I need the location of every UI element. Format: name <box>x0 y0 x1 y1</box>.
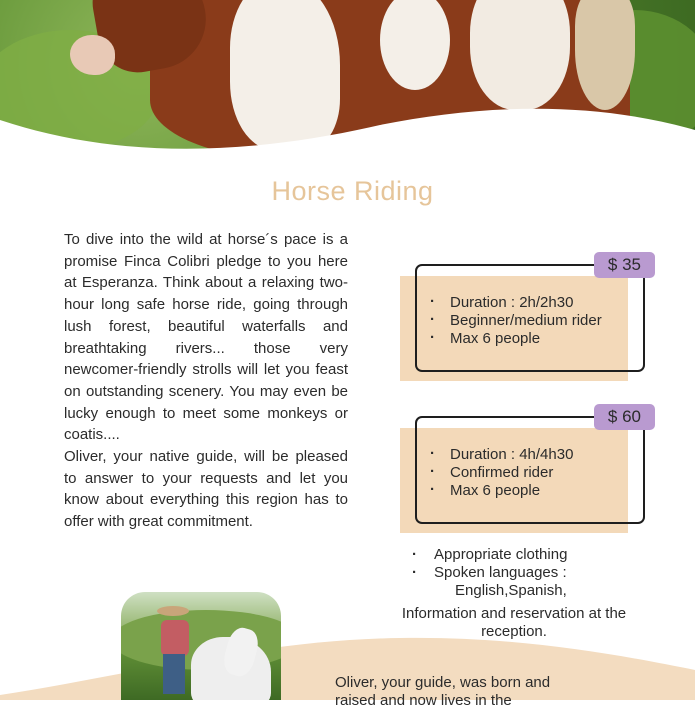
price-badge: $ 60 <box>594 404 655 430</box>
languages-value: English,Spanish, <box>455 582 567 599</box>
offer-card-long <box>400 407 645 536</box>
offer-detail: · Max 6 people <box>426 482 573 500</box>
intro-text <box>64 229 348 533</box>
extra-item: · Appropriate clothing <box>408 546 567 564</box>
intro-paragraph: Oliver, your native guide, will be pleased to answer to your requests and let you know about everything this region has to offer with great commitment. <box>64 448 348 531</box>
extra-item: · Spoken languages : <box>408 564 567 582</box>
offer-detail: · Confirmed rider <box>426 464 573 482</box>
guide-photo <box>121 592 281 700</box>
price-badge: $ 35 <box>594 252 655 278</box>
extras-list <box>408 546 567 600</box>
guide-text: Oliver, your guide, was born and raised and now lives in the <box>335 674 551 709</box>
reservation-info: Information and reservation at the reception. <box>401 605 627 640</box>
hero-wave-divider <box>0 100 695 180</box>
offer-detail: · Duration : 2h/2h30 <box>426 294 602 312</box>
offer-detail: · Beginner/medium rider <box>426 312 602 330</box>
offer-detail: · Duration : 4h/4h30 <box>426 446 573 464</box>
offer-card-short <box>400 255 645 384</box>
intro-paragraph: To dive into the wild at horse´s pace is a promise Finca Colibri pledge to you here at Esperanza. Think about a relaxing two-hour long safe horse ride, going through lush forest, beautiful waterfalls and breathtaking rivers... those very newcomer-friendly strolls will let you feast on outstanding scenery. You may even be lucky enough to meet some monkeys or coatis.... <box>64 231 348 444</box>
offer-detail: · Max 6 people <box>426 330 602 348</box>
page-title: Horse Riding <box>271 176 434 206</box>
